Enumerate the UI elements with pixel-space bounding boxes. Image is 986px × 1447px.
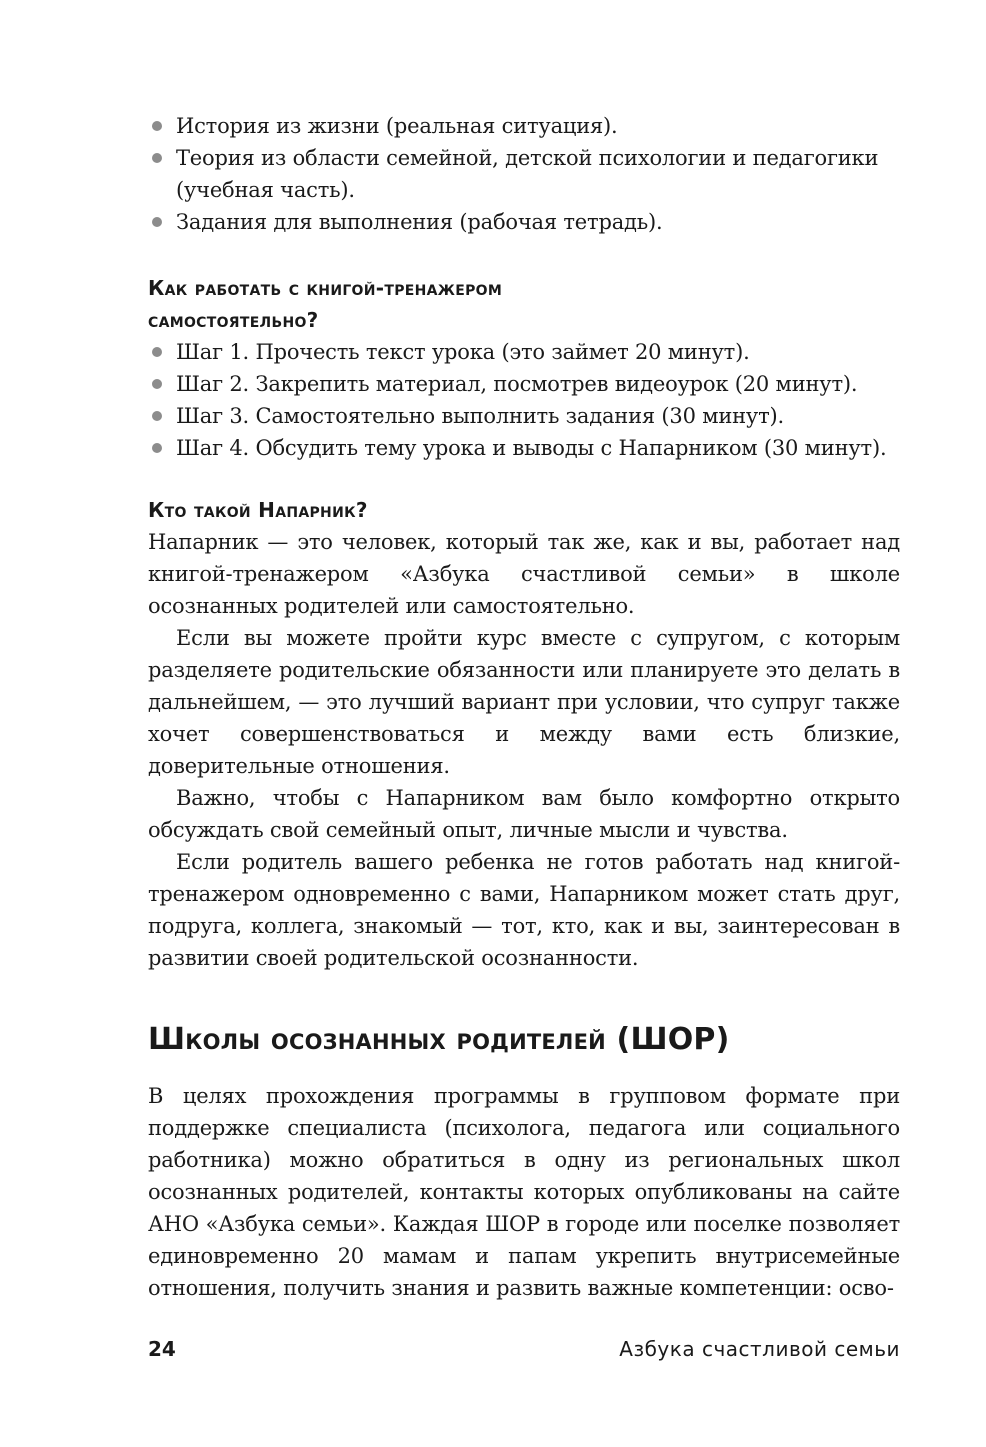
- bullet-icon: [152, 443, 162, 453]
- bullet-icon: [152, 153, 162, 163]
- paragraph: Напарник — это человек, который так же, как и вы, работает над книгой-тренажером «Азбука счастливой семьи» в школе осознанных родителей или самостоятельно.: [148, 530, 900, 618]
- list-item-text: Шаг 3. Самостоятельно выполнить задания (30 минут).: [176, 404, 784, 428]
- page-content: [148, 110, 900, 1304]
- list-item-text: Шаг 2. Закрепить материал, посмотрев видеоурок (20 минут).: [176, 372, 858, 396]
- list-item: [148, 110, 900, 142]
- list-item: [148, 206, 900, 238]
- section-heading-schools: Школы осознанных родителей (ШОР): [148, 1022, 730, 1057]
- list-item: [148, 336, 900, 368]
- list-item-text: Задания для выполнения (рабочая тетрадь).: [176, 210, 663, 234]
- bullet-icon: [152, 217, 162, 227]
- paragraph: Если вы можете пройти курс вместе с супругом, с которым разделяете родительские обязанности или планируете это делать в дальнейшем, — это лучший вариант при условии, что супруг также хочет совершенствоваться и между вами есть близкие, доверительные отношения.: [148, 626, 900, 778]
- schools-text: [148, 1080, 900, 1304]
- running-title: Азбука счастливой семьи: [619, 1337, 900, 1361]
- bullet-icon: [152, 347, 162, 357]
- bullet-icon: [152, 121, 162, 131]
- page-number: 24: [148, 1337, 176, 1361]
- section-heading-work: [148, 272, 900, 336]
- paragraph: Если родитель вашего ребенка не готов работать над книгой-тренажером одновременно с вами, Напарником может стать друг, подруга, коллега, знакомый — тот, кто, как и вы, заинтересован в развитии своей родительской осознанности.: [148, 850, 900, 970]
- paragraph: В целях прохождения программы в групповом формате при поддержке специалиста (психолога, педагога или социального работника) можно обратиться в одну из региональных школ осознанных родителей, контакты которых опубликованы на сайте АНО «Азбука семьи». Каждая ШОР в городе или поселке позволяет единовременно 20 мамам и папам укрепить внутрисемейные отношения, получить знания и развить важные компетенции: осво-: [148, 1084, 900, 1300]
- steps-list: [148, 336, 900, 464]
- paragraph: Важно, чтобы с Напарником вам было комфортно открыто обсуждать свой семейный опыт, личные мысли и чувства.: [148, 786, 900, 842]
- list-item: [148, 432, 900, 464]
- bullet-icon: [152, 411, 162, 421]
- bullet-icon: [152, 379, 162, 389]
- partner-text: [148, 526, 900, 974]
- section-heading-partner: Кто такой Напарник?: [148, 498, 368, 522]
- list-item-text: История из жизни (реальная ситуация).: [176, 114, 618, 138]
- list-item: [148, 368, 900, 400]
- list-item: [148, 400, 900, 432]
- heading-line: Как работать с книгой-тренажером: [148, 276, 503, 300]
- heading-line: самостоятельно?: [148, 308, 319, 332]
- page-footer: [148, 1333, 900, 1365]
- list-item-text: Шаг 4. Обсудить тему урока и выводы с Напарником (30 минут).: [176, 436, 887, 460]
- list-item-text: Теория из области семейной, детской психологии и педагогики (учебная часть).: [176, 146, 879, 202]
- list-item-text: Шаг 1. Прочесть текст урока (это займет 20 минут).: [176, 340, 750, 364]
- intro-bullet-list: [148, 110, 900, 238]
- list-item: [148, 142, 900, 206]
